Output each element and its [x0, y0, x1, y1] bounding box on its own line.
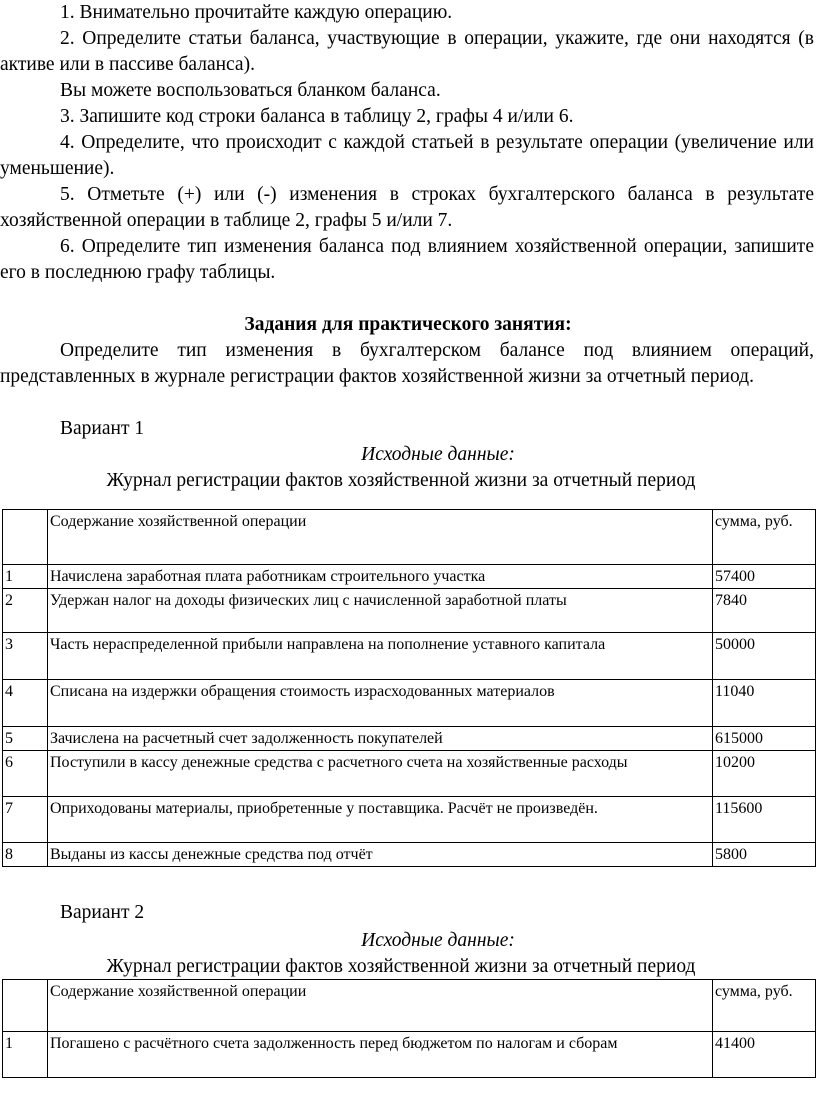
header-num-cell	[3, 510, 48, 565]
row-num: 1	[3, 1032, 48, 1078]
variant-1-journal-table	[2, 509, 816, 867]
row-content: Начислена заработная плата работникам строительного участка	[48, 565, 713, 589]
table-row	[3, 680, 816, 727]
row-content: Списана на издержки обращения стоимость израсходованных материалов	[48, 680, 713, 727]
variant-1-source-label: Исходные данные:	[361, 444, 515, 465]
variant-1-journal-title: Журнал регистрации фактов хозяйственной жизни за отчетный период	[106, 470, 696, 491]
table-row	[3, 797, 816, 843]
row-content: Зачислена на расчетный счет задолженность покупателей	[48, 727, 713, 751]
row-sum: 11040	[713, 680, 816, 727]
row-num: 8	[3, 843, 48, 867]
table-row	[3, 751, 816, 797]
row-sum: 50000	[713, 633, 816, 680]
row-sum: 10200	[713, 751, 816, 797]
instruction-6: 6. Определите тип изменения баланса под влиянием хозяйственной операции, запишите его в последнюю графу таблицы.	[0, 236, 814, 283]
header-sum-cell: сумма, руб.	[713, 980, 816, 1032]
table-row	[3, 843, 816, 867]
instruction-5: 5. Отметьте (+) или (-) изменения в строках бухгалтерского баланса в результате хозяйственной операции в таблице 2, графы 5 и/или 7.	[0, 184, 814, 231]
row-content: Поступили в кассу денежные средства с расчетного счета на хозяйственные расходы	[48, 751, 713, 797]
row-content: Оприходованы материалы, приобретенные у поставщика. Расчёт не произведён.	[48, 797, 713, 843]
row-num: 2	[3, 589, 48, 633]
variant-2-journal-title: Журнал регистрации фактов хозяйственной жизни за отчетный период	[106, 956, 696, 977]
row-sum: 41400	[713, 1032, 816, 1078]
table-row	[3, 633, 816, 680]
row-sum: 615000	[713, 727, 816, 751]
instruction-2: 2. Определите статьи баланса, участвующие в операции, укажите, где они находятся (в активе или в пассиве баланса).	[0, 28, 814, 75]
row-content: Выданы из кассы денежные средства под отчёт	[48, 843, 713, 867]
variant-2-journal-table	[2, 979, 816, 1078]
row-sum: 7840	[713, 589, 816, 633]
row-sum: 115600	[713, 797, 816, 843]
row-num: 7	[3, 797, 48, 843]
instruction-4: 4. Определите, что происходит с каждой статьей в результате операции (увеличение или уменьшение).	[0, 132, 814, 179]
header-content-cell: Содержание хозяйственной операции	[48, 980, 713, 1032]
instruction-3: 3. Запишите код строки баланса в таблицу 2, графы 4 и/или 6.	[60, 106, 574, 127]
instruction-1: 1. Внимательно прочитайте каждую операцию.	[60, 2, 453, 23]
variant-2-source-label: Исходные данные:	[361, 930, 515, 951]
task-heading: Задания для практического занятия:	[244, 314, 572, 335]
row-num: 1	[3, 565, 48, 589]
task-text: Определите тип изменения в бухгалтерском балансе под влиянием операций, представленных в журнале регистрации фактов хозяйственной жизни за отчетный период.	[0, 340, 814, 387]
variant-1-label: Вариант 1	[60, 418, 145, 439]
header-content-cell: Содержание хозяйственной операции	[48, 510, 713, 565]
row-content: Часть нераспределенной прибыли направлена на пополнение уставного капитала	[48, 633, 713, 680]
table-header-row	[3, 510, 816, 565]
table-row	[3, 1032, 816, 1078]
table-row	[3, 589, 816, 633]
row-sum: 57400	[713, 565, 816, 589]
row-num: 6	[3, 751, 48, 797]
row-content: Удержан налог на доходы физических лиц с начисленной заработной платы	[48, 589, 713, 633]
row-sum: 5800	[713, 843, 816, 867]
row-num: 5	[3, 727, 48, 751]
row-num: 3	[3, 633, 48, 680]
row-num: 4	[3, 680, 48, 727]
row-content: Погашено с расчётного счета задолженность перед бюджетом по налогам и сборам	[48, 1032, 713, 1078]
instruction-2-note: Вы можете воспользоваться бланком баланса.	[60, 80, 441, 101]
table-row	[3, 727, 816, 751]
header-sum-cell: сумма, руб.	[713, 510, 816, 565]
variant-2-label: Вариант 2	[60, 902, 145, 923]
table-row	[3, 565, 816, 589]
table-header-row	[3, 980, 816, 1032]
header-num-cell	[3, 980, 48, 1032]
